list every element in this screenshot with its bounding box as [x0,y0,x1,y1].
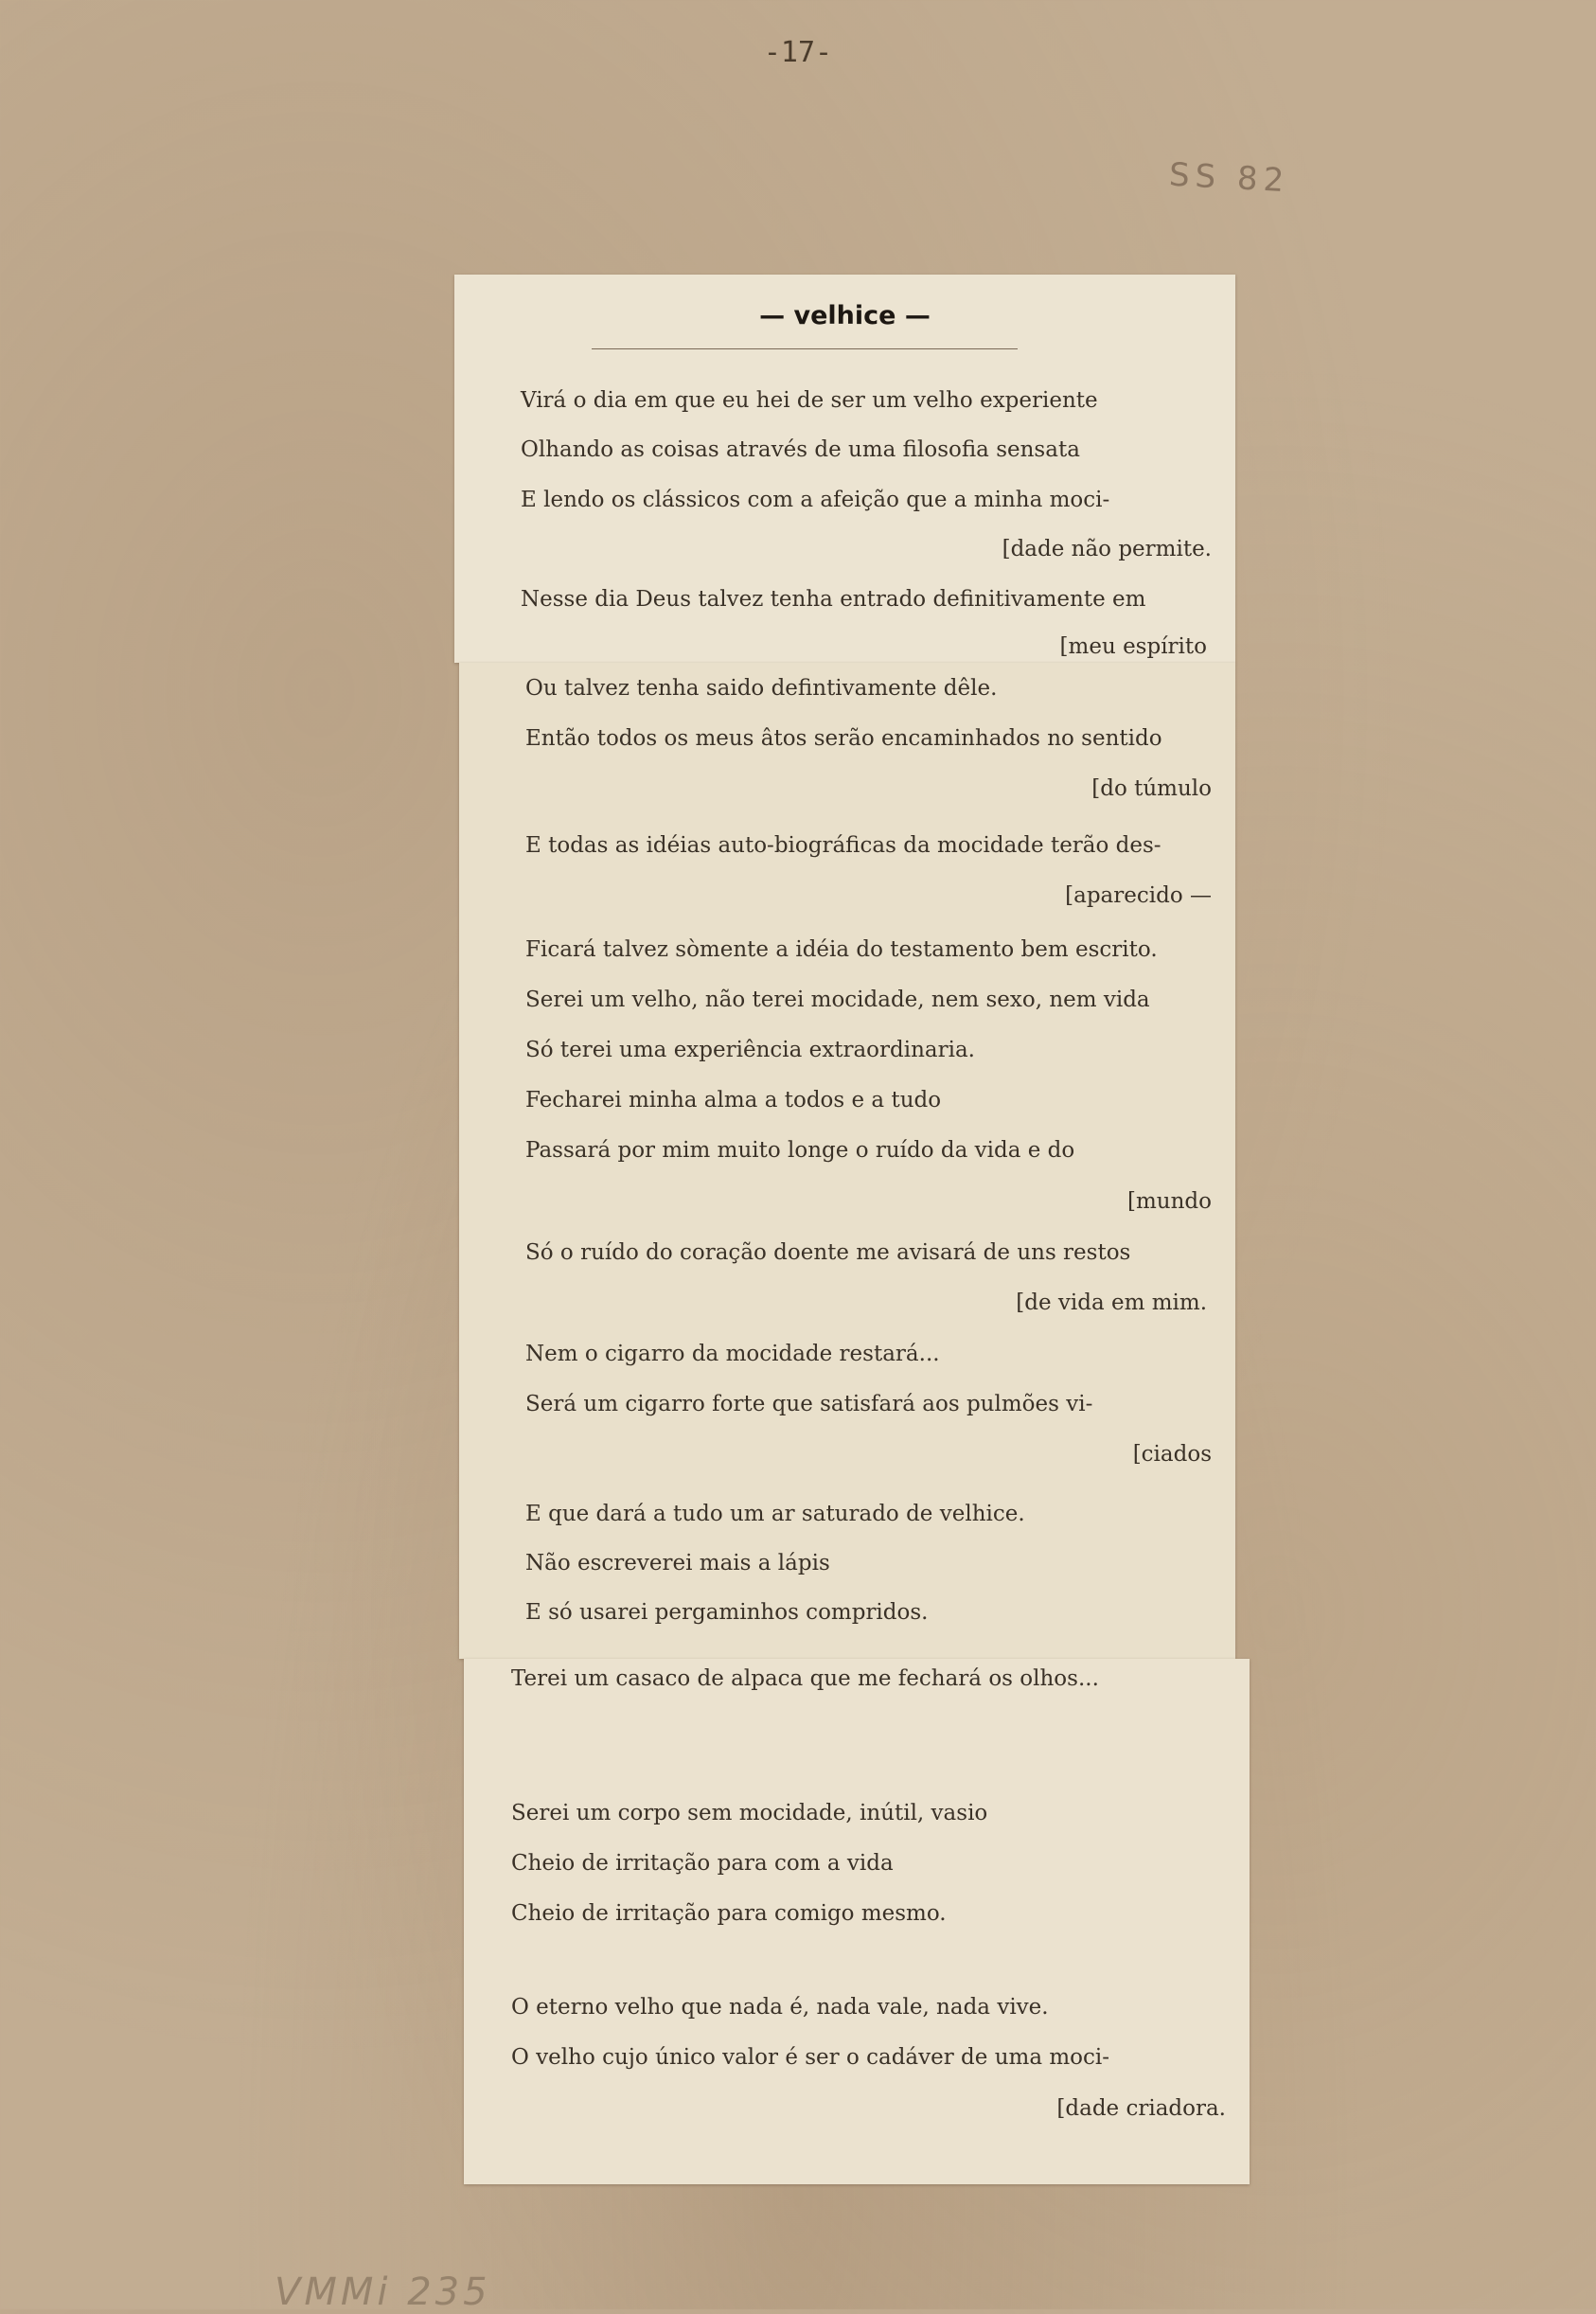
poem-line: Nem o cigarro da mocidade restará... [525,1342,940,1366]
poem-line: Cheio de irritação para com a vida [511,1851,894,1876]
poem-line: [de vida em mim. [1016,1290,1207,1315]
poem-line: Fecharei minha alma a todos e a tudo [525,1088,942,1112]
poem-line: Passará por mim muito longe o ruído da vida e do [525,1138,1075,1163]
poem-line: Serei um velho, não terei mocidade, nem sexo, nem vida [525,988,1150,1012]
poem-line: O velho cujo único valor é ser o cadáver de uma moci- [511,2045,1110,2070]
poem-line: Só o ruído do coração doente me avisará de uns restos [525,1240,1131,1265]
poem-line: [aparecido — [1065,883,1212,908]
poem-line: Cheio de irritação para comigo mesmo. [511,1901,947,1926]
poem-line: [do túmulo [1091,776,1212,801]
poem-line: Virá o dia em que eu hei de ser um velho experiente [521,388,1098,413]
poem-line: [mundo [1127,1189,1212,1214]
poem-line: Olhando as coisas através de uma filosofia sensata [521,437,1080,462]
poem-line: [dade não permite. [1002,537,1212,561]
poem-line: Então todos os meus âtos serão encaminhados no sentido [525,726,1162,751]
poem-line: Serei um corpo sem mocidade, inútil, vasio [511,1801,988,1825]
poem-line: E só usarei pergaminhos compridos. [525,1600,929,1625]
poem-title: — velhice — [759,301,931,330]
archive-ref: VMMi 235 [275,2270,491,2314]
poem-line: Ficará talvez sòmente a idéia do testamento bem escrito. [525,937,1158,962]
poem-strip-top [454,275,1235,663]
poem-line: Não escreverei mais a lápis [525,1551,830,1575]
poem-line: E que dará a tudo um ar saturado de velhice. [525,1502,1025,1526]
page-number: -17- [763,36,833,69]
poem-line: O eterno velho que nada é, nada vale, nada vive. [511,1995,1049,2020]
poem-strip-bottom [464,1659,1250,2184]
poem-line: E todas as idéias auto-biográficas da mocidade terão des- [525,833,1162,858]
poem-line: Só terei uma experiência extraordinaria. [525,1038,975,1062]
poem-line: Nesse dia Deus talvez tenha entrado definitivamente em [521,587,1146,612]
poem-line: Ou talvez tenha saido defintivamente dêle. [525,676,998,701]
poem-strip-middle [459,663,1235,1659]
archive-code: SS 82 [1168,155,1291,201]
title-rule [592,348,1018,349]
poem-line: [dade criadora. [1056,2096,1226,2121]
poem-line: [ciados [1132,1442,1212,1467]
poem-line: Terei um casaco de alpaca que me fechará os olhos... [511,1666,1099,1691]
poem-line: [meu espírito [1059,634,1207,659]
poem-line: Será um cigarro forte que satisfará aos pulmões vi- [525,1392,1093,1416]
poem-line: E lendo os clássicos com a afeição que a minha moci- [521,488,1110,512]
